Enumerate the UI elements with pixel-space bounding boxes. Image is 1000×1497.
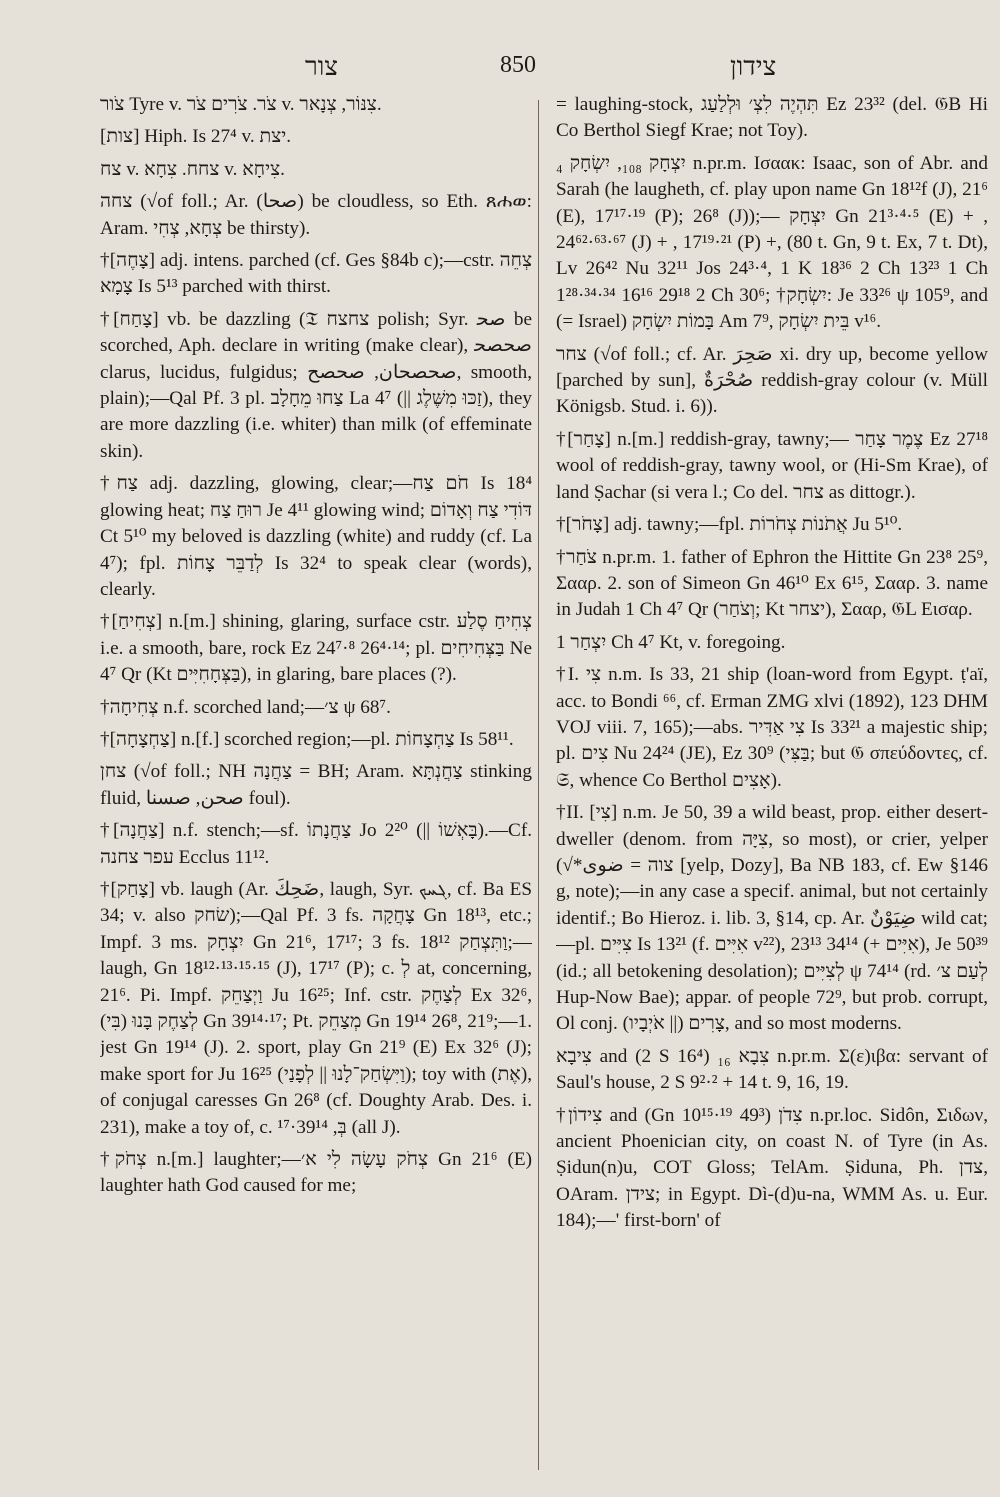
entry-text: †I. צִי n.m. Is 33, 21 ship (loan-word from Egypt. ṭ'aï, acc. to Bondi ⁶⁶, cf. Erman ZMG xlvi (1892), 123 DHM VOJ viii. 7, 165);—abs. צִי אַדִּיר Is 33²¹ a majestic ship; pl. צִים Nu 24²⁴ (JE), Ez 30⁹ (בַּצִּי; but 𝔊 σπεύδοντες, cf. 𝔖, whence Co Berthol אָצִים). — [556, 664, 988, 791]
entry-text: †צְחֹק n.[m.] laughter;—צְחֹק עָשָׂה לִי א׳ Gn 21⁶ (E) laughter hath God caused for me; — [100, 1149, 532, 1197]
left-column — [100, 92, 532, 1477]
dictionary-entry — [100, 695, 532, 721]
entry-text: צֹור Tyre v. צֹר. צֹרִים צֹר v. צִנּוֹר, צְנָאר. — [100, 94, 382, 115]
entry-text: †II. [צִי] n.m. Je 50, 39 a wild beast, prop. either desert-dweller (denom. from צִיָּה, so most), or crier, yelper (√*צוה = ضوى [yelp, Dozy], Ba NB 183, cf. Ew §146 g, note);—in any case a specif. animal, but not certainly identif.; Bo Hieroz. i. lib. 3, §14, cp. Ar. ضِيَوْنٌ wild cat;—pl. צִיִּים Is 13²¹ (f. אִיִּים v²²), 23¹³ 34¹⁴ (+ אִיִּים), Je 50³⁹ (id.; all betokening desolation); לְצִיִּים ψ 74¹⁴ (rd. לְעַם צ׳ Hup-Now Bae); appar. of people 72⁹, but prob. corrupt, Ol conj. צָרִים (|| אֹיְבָיו), and so most moderns. — [556, 802, 988, 1035]
entry-text: †[צָחַק] vb. laugh (Ar. ضَحِكَ, laugh, Syr. ܓܚܟ, cf. Ba ES 34; v. also שׂחק);—Qal Pf. 3 fs. צָחֲקָה Gn 18¹³, etc.; Impf. 3 ms. יִצְחָק Gn 21⁶, 17¹⁷; 3 fs. וַתִּצְחַק 18¹²;—laugh, Gn 18¹²·¹³·¹⁵·¹⁵ (J), 17¹⁷ (P); c. לְ at, concerning, 21⁶. Pi. Impf. וַיְצַחֵק Ju 16²⁵; Inf. cstr. לְצַחֶק Ex 32⁶, לְצַחֶק בָּנוּ (בִּי) Gn 39¹⁴·¹⁷; Pt. מְצַחֵק Gn 19¹⁴ 26⁸, 21⁹;—1. jest Gn 19¹⁴ (J). 2. sport, play Gn 21⁹ (E) Ex 32⁶ (J); make sport for Ju 16²⁵ (וַיִּשְׂחַק־לָנוּ || לְפָנַי); toy with (אֶת), of conjugal caresses Gn 26⁸ (cf. Doughty Arab. Des. i. 231), make a toy of, c. בְּ, 39¹⁴·¹⁷ (all J). — [100, 878, 532, 1138]
dictionary-entry — [556, 662, 988, 794]
dictionary-entry — [556, 151, 988, 336]
entry-text: †צֹחַר n.pr.m. 1. father of Ephron the Hittite Gn 23⁸ 25⁹, Σααρ. 2. son of Simeon Gn 46¹⁰ Ex 6¹⁵, Σααρ. 3. name in Judah 1 Ch 4⁷ Qr (וְצֹחַר; Kt יצחר), Σααρ, 𝔊L Εισαρ. — [556, 546, 988, 621]
dictionary-entry — [100, 471, 532, 603]
dictionary-entry — [100, 818, 532, 871]
running-head — [0, 48, 1000, 88]
dictionary-entry — [556, 800, 988, 1038]
dictionary-entry — [556, 92, 988, 145]
dictionary-entry — [100, 727, 532, 753]
dictionary-entry — [556, 342, 988, 421]
entry-text: צחן (√of foll.; NH צַחֲנָה = BH; Aram. צַחֲנְתָּא stinking fluid, ﺻﺤﻦ, ﺻﺴﻨﺎ foul). — [100, 761, 532, 809]
entry-text: †צַח adj. dazzling, glowing, clear;—חֹם צַח Is 18⁴ glowing heat; רוּחַ צַח Je 4¹¹ glowing wind; דּוֹדִי צַח וְאָדוֹם Ct 5¹⁰ my beloved is dazzling (white) and ruddy (cf. La 4⁷); fpl. לְדַבֵּר צָחוֹת Is 32⁴ to speak clear (words), clearly. — [100, 473, 532, 600]
dictionary-entry — [556, 1103, 988, 1235]
running-head-right: צידון — [730, 52, 777, 81]
entry-text: †[צָחֹר] adj. tawny;—fpl. אֲתֹנוֹת צְחֹרוֹת Ju 5¹⁰. — [556, 514, 903, 536]
running-head-left: צור — [305, 52, 339, 81]
dictionary-entry — [100, 307, 532, 465]
entry-text: צִיבָא and (2 S 16⁴) צִבָא ₁₆ n.pr.m. Σ(ε)ιβα: servant of Saul's house, 2 S 9²·² + 14 t. 9, 16, 19. — [556, 1045, 988, 1094]
entry-text: צח v. צחח. צִחָא v. צִיחָא. — [100, 158, 285, 180]
dictionary-entry — [100, 248, 532, 301]
dictionary-entry — [556, 427, 988, 506]
dictionary-entry — [100, 189, 532, 242]
entry-text: †[צַחֲנָה] n.f. stench;—sf. צַחֲנָתוֹ Jo 2²⁰ (|| בָּאְשׁוֹ).—Cf. עפר צחנה Ecclus 11¹². — [100, 820, 532, 868]
dictionary-entry — [100, 877, 532, 1141]
entry-text: †[צָחַר] n.[m.] reddish-gray, tawny;— צֶמֶר צָחַר Ez 27¹⁸ wool of reddish-gray, tawny wool, or (Hi-Sm Krae), of land Ṣachar (si vera l.; Co del. צחר as dittogr.). — [556, 428, 988, 503]
dictionary-entry — [100, 609, 532, 688]
dictionary-entry — [100, 124, 532, 150]
column-divider — [538, 100, 539, 1470]
entry-text: †[צָחֶה] adj. intens. parched (cf. Ges §84b c);—cstr. צְחֵה צָמָא Is 5¹³ parched with thirst. — [100, 250, 532, 298]
page-number: 850 — [500, 52, 536, 78]
entry-text: †צִידוֹן and (Gn 10¹⁵·¹⁹ 49³) צִדֹן n.pr.loc. Sidôn, Σιδων, ancient Phoenician city, on coast N. of Tyre (in As. Ṣidun(n)u, COT Gloss; TelAm. Ṣiduna, Ph. צדן, OAram. צידן; in Egypt. Dì-(d)u-na, WMM As. u. Eur. 184);—' first-born' of — [556, 1104, 988, 1232]
dictionary-entry — [100, 1147, 532, 1200]
entry-text: = laughing-stock, תִּהְיֶה לִצְ׳ וּלְלַעַג Ez 23³² (del. 𝔊B Hi Co Berthol Siegf Krae; not Toy). — [556, 94, 988, 142]
entry-text: יִצְחַר 1 Ch 4⁷ Kt, v. foregoing. — [556, 631, 786, 653]
right-column — [556, 92, 988, 1477]
entry-text: צחר (√of foll.; cf. Ar. صَحِرَ xi. dry up, become yellow [parched by sun], صُحْرَةٌ reddish-gray colour (v. Müll Königsb. Stud. i. 6)). — [556, 343, 988, 418]
dictionary-entry — [556, 630, 988, 656]
dictionary-entry — [100, 92, 532, 118]
entry-text: †[צָחַח] vb. be dazzling (𝔗 צחצח polish; Syr. ﺻﺤ be scorched, Aph. declare in writing (make clear), ﺻﺤﺼﺤ clarus, lucidus, fulgidus; ﺻﺤﺼﺤﺎن, ﺻﺤﺼﺢ, smooth, plain);—Qal Pf. 3 pl. צַחוּ מֵחָלָב La 4⁷ (|| זַכּוּ מִשֶּׁלֶג), they are more dazzling (i.e. whiter) than milk (of effeminate skin). — [100, 308, 532, 462]
entry-text: יִצְחָק ₁₀₈, יִשְׂחָק ₄ n.pr.m. Ισαακ: Isaac, son of Abr. and Sarah (he laugheth, cf. play upon name Gn 18¹²f (J), 21⁶ (E), 17¹⁷·¹⁹ (P); 26⁸ (J));— יִצְחָק Gn 21³·⁴·⁵ (E) + , 24⁶²·⁶³·⁶⁷ (J) + , 17¹⁹·²¹ (P) +, (80 t. Gn, 9 t. Ex, 7 t. Dt), Lv 26⁴² Nu 32¹¹ Jos 24³·⁴, 1 K 18³⁶ 2 Ch 13²³ 1 Ch 1²⁸·³⁴·³⁴ 16¹⁶ 29¹⁸ 2 Ch 30⁶; †יִשְׂחָק: Je 33²⁶ ψ 105⁹, and (= Israel) בָּמוֹת יִשְׂחָק Am 7⁹, בֵּית יִשְׂחָק v¹⁶. — [556, 152, 988, 333]
entry-text: †צְחִיחָה n.f. scorched land;—צ׳ ψ 68⁷. — [100, 696, 391, 718]
entry-text: †[צַחְצָחָה] n.[f.] scorched region;—pl. צַחְצָחוֹת Is 58¹¹. — [100, 728, 514, 750]
entry-text: צחה (√of foll.; Ar. (ﺻﺤﺎ) be cloudless, so Eth. ጸሐወ: Aram. צְחָא, צְחִי be thirsty). — [100, 191, 532, 239]
dictionary-entry — [556, 512, 988, 538]
dictionary-entry — [556, 545, 988, 624]
dictionary-entry — [556, 1044, 988, 1097]
dictionary-entry — [100, 157, 532, 183]
entry-text: †[צְחִיחַ] n.[m.] shining, glaring, surface cstr. צְחִיחַ סֶלַע i.e. a smooth, bare, rock Ez 24⁷·⁸ 26⁴·¹⁴; pl. בַּצְּחִיחִים Ne 4⁷ Qr (Kt בַּצְּחָחִיִּים), in glaring, bare places (?). — [100, 611, 532, 686]
entry-text: [צות] Hiph. Is 27⁴ v. יצת. — [100, 126, 292, 148]
dictionary-entry — [100, 759, 532, 812]
